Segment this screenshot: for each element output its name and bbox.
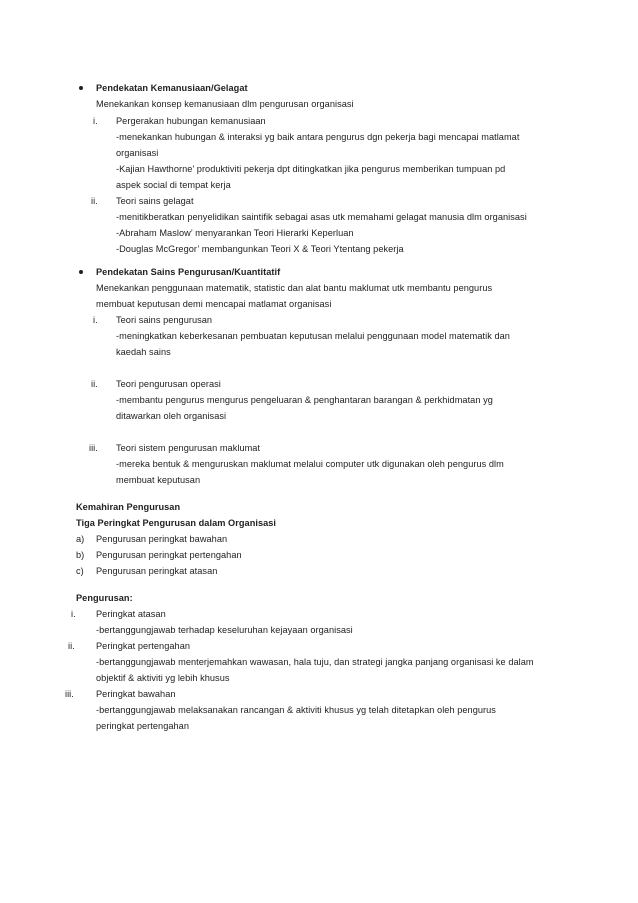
item-line: membuat keputusan <box>116 475 201 485</box>
item-line: -bertanggungjawab terhadap keseluruhan kejayaan organisasi <box>96 625 353 635</box>
item-title: Teori sains gelagat <box>116 196 194 206</box>
item-number: i. <box>71 609 76 619</box>
item-line: -membantu pengurus mengurus pengeluaran & penghantaran barangan & perkhidmatan yg <box>116 395 493 405</box>
item-line: aspek social di tempat kerja <box>116 180 231 190</box>
list-item: Pengurusan peringkat bawahan <box>96 534 228 544</box>
section-heading: Tiga Peringkat Pengurusan dalam Organisasi <box>76 518 277 528</box>
list-item: Pengurusan peringkat atasan <box>96 566 218 576</box>
bullet-icon <box>79 86 83 90</box>
item-line: -meningkatkan keberkesanan pembuatan keputusan melalui penggunaan model matematik dan <box>116 331 510 341</box>
list-label: b) <box>76 550 85 560</box>
item-title: Teori sistem pengurusan maklumat <box>116 443 261 453</box>
section-heading: Pendekatan Sains Pengurusan/Kuantitatif <box>96 267 281 277</box>
item-number: iii. <box>65 689 74 699</box>
item-line: -Kajian Hawthorne’ produktiviti pekerja dpt ditingkatkan jika pengurus memberikan tumpuan pd <box>116 164 506 174</box>
list-label: a) <box>76 534 85 544</box>
item-number: i. <box>93 116 98 126</box>
item-title: Pergerakan hubungan kemanusiaan <box>116 116 266 126</box>
item-line: -menekankan hubungan & interaksi yg baik antara pengurus dgn pekerja bagi mencapai matlamat <box>116 132 520 142</box>
item-number: ii. <box>68 641 75 651</box>
section-heading: Pendekatan Kemanusiaan/Gelagat <box>96 83 248 93</box>
item-number: iii. <box>89 443 98 453</box>
item-title: Peringkat atasan <box>96 609 166 619</box>
item-line: organisasi <box>116 148 159 158</box>
item-line: -mereka bentuk & menguruskan maklumat melalui computer utk digunakan oleh pengurus dlm <box>116 459 504 469</box>
section-description: membuat keputusan demi mencapai matlamat organisasi <box>96 299 332 309</box>
item-line: -menitikberatkan penyelidikan saintifik sebagai asas utk memahami gelagat manusia dlm organisasi <box>116 212 527 222</box>
item-line: peringkat pertengahan <box>96 721 189 731</box>
list-label: c) <box>76 566 84 576</box>
item-line: ditawarkan oleh organisasi <box>116 411 227 421</box>
item-title: Peringkat pertengahan <box>96 641 191 651</box>
item-title: Teori pengurusan operasi <box>116 379 221 389</box>
item-line: kaedah sains <box>116 347 171 357</box>
section-heading: Pengurusan: <box>76 593 133 603</box>
item-title: Peringkat bawahan <box>96 689 176 699</box>
section-description: Menekankan konsep kemanusiaan dlm pengurusan organisasi <box>96 99 354 109</box>
item-number: ii. <box>91 196 98 206</box>
list-item: Pengurusan peringkat pertengahan <box>96 550 242 560</box>
section-description: Menekankan penggunaan matematik, statistic dan alat bantu maklumat utk membantu pengurus <box>96 283 493 293</box>
item-line: objektif & aktiviti yg lebih khusus <box>96 673 230 683</box>
bullet-icon <box>79 270 83 274</box>
item-line: -bertanggungjawab menterjemahkan wawasan, hala tuju, dan strategi jangka panjang organisasi ke dalam <box>96 657 534 667</box>
item-number: i. <box>93 315 98 325</box>
item-line: -Douglas McGregor’ membangunkan Teori X & Teori Ytentang pekerja <box>116 244 404 254</box>
item-line: -bertanggungjawab melaksanakan rancangan & aktiviti khusus yg telah ditetapkan oleh pengurus <box>96 705 496 715</box>
item-number: ii. <box>91 379 98 389</box>
item-line: -Abraham Maslow’ menyarankan Teori Hierarki Keperluan <box>116 228 354 238</box>
section-heading: Kemahiran Pengurusan <box>76 502 181 512</box>
item-title: Teori sains pengurusan <box>116 315 213 325</box>
